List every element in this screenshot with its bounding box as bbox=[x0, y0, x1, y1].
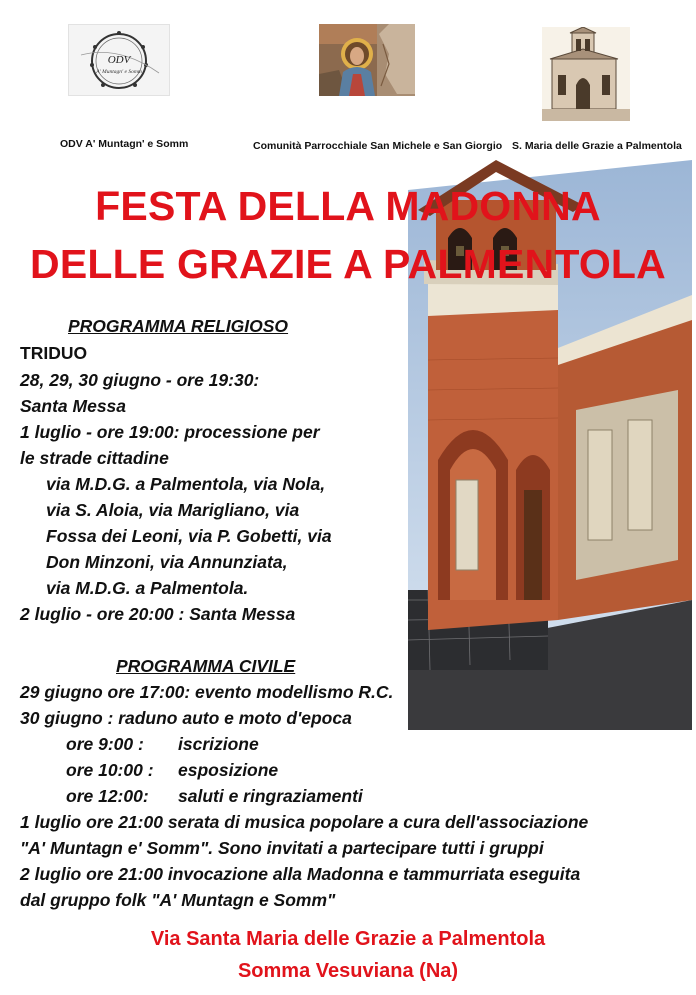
religious-line: Don Minzoni, via Annunziata, bbox=[46, 552, 288, 572]
footer-address: Via Santa Maria delle Grazie a Palmentola bbox=[150, 928, 546, 950]
civil-line: 1 luglio ore 21:00 serata di musica popolare a cura dell'associazione bbox=[20, 812, 589, 832]
parish-fresco-logo bbox=[319, 24, 415, 96]
schedule-time: ore 12:00: bbox=[66, 786, 149, 806]
civil-heading: PROGRAMMA CIVILE bbox=[116, 656, 296, 676]
religious-line: via M.D.G. a Palmentola. bbox=[46, 578, 249, 598]
odv-logo bbox=[68, 24, 170, 96]
religious-line: Santa Messa bbox=[20, 396, 127, 416]
religious-line: 28, 29, 30 giugno - ore 19:30: bbox=[20, 370, 260, 390]
schedule-activity: iscrizione bbox=[178, 734, 259, 754]
civil-line: 29 giugno ore 17:00: evento modellismo R.C. bbox=[20, 682, 394, 702]
church-drawing-logo bbox=[542, 27, 630, 121]
religious-line: 2 luglio - ore 20:00 : Santa Messa bbox=[20, 604, 296, 624]
religious-line: TRIDUO bbox=[20, 343, 88, 363]
civil-line: "A' Muntagn e' Somm". Sono invitati a partecipare tutti i gruppi bbox=[20, 838, 544, 858]
religious-line: 1 luglio - ore 19:00: processione per bbox=[20, 422, 320, 442]
civil-line: 30 giugno : raduno auto e moto d'epoca bbox=[20, 708, 352, 728]
religious-line: Fossa dei Leoni, via P. Gobetti, via bbox=[46, 526, 332, 546]
civil-line: 2 luglio ore 21:00 invocazione alla Madonna e tammurriata eseguita bbox=[20, 864, 581, 884]
main-title-line2: DELLE GRAZIE A PALMENTOLA bbox=[30, 241, 666, 287]
schedule-time: ore 9:00 : bbox=[66, 734, 144, 754]
civil-line: dal gruppo folk "A' Muntagn e Somm" bbox=[20, 890, 336, 910]
religious-line: via S. Aloia, via Marigliano, via bbox=[46, 500, 300, 520]
church-caption: S. Maria delle Grazie a Palmentola bbox=[512, 140, 682, 152]
schedule-activity: saluti e ringraziamenti bbox=[178, 786, 363, 806]
main-title-line1: FESTA DELLA MADONNA bbox=[95, 183, 601, 229]
odv-caption: ODV A' Muntagn' e Somm bbox=[60, 138, 189, 150]
schedule-time: ore 10:00 : bbox=[66, 760, 154, 780]
footer-city: Somma Vesuviana (Na) bbox=[237, 960, 459, 982]
schedule-activity: esposizione bbox=[178, 760, 279, 780]
parish-caption: Comunità Parrocchiale San Michele e San Giorgio bbox=[253, 140, 503, 152]
odv-logo-subtext: A' Muntagn' e Somm bbox=[96, 69, 142, 75]
religious-line: via M.D.G. a Palmentola, via Nola, bbox=[46, 474, 326, 494]
odv-logo-text: ODV bbox=[107, 54, 131, 66]
religious-heading: PROGRAMMA RELIGIOSO bbox=[68, 316, 289, 336]
religious-line: le strade cittadine bbox=[20, 448, 169, 468]
